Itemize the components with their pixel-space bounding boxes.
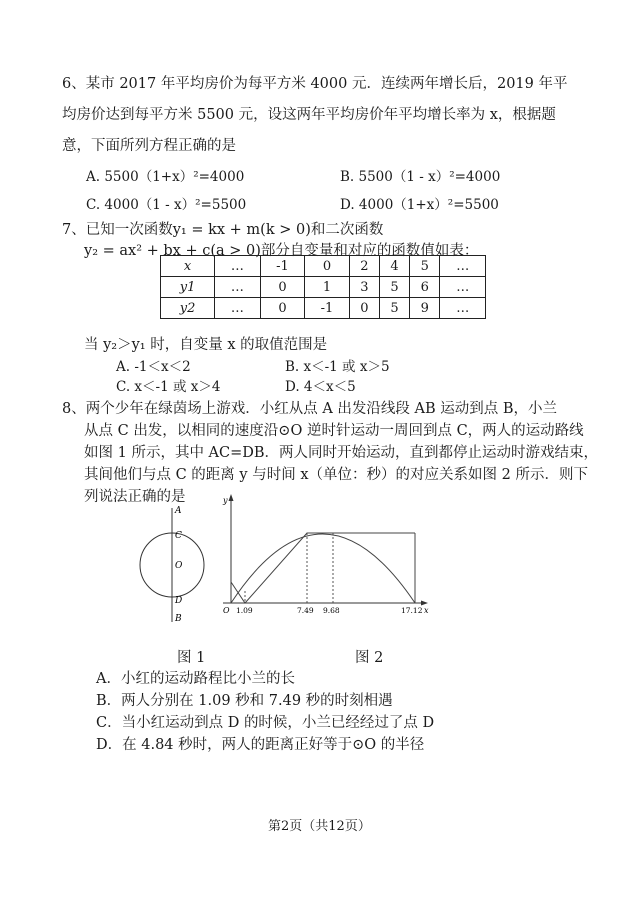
q6-option-a: A. 5500（1+x）²=4000 <box>86 169 245 185</box>
label-1-09: 1.09 <box>236 606 253 615</box>
q8-option-d: D．在 4.84 秒时，两人的距离正好等于⊙O 的半径 <box>96 737 425 753</box>
label-origin: O <box>223 606 230 615</box>
table-cell: -1 <box>260 256 305 277</box>
label-y: y <box>223 496 228 505</box>
table-cell: … <box>440 298 486 319</box>
table-cell: 9 <box>410 298 440 319</box>
figure-2-caption: 图 2 <box>355 650 384 666</box>
table-row <box>161 277 486 298</box>
table-cell: … <box>440 256 486 277</box>
label-o: O <box>175 561 183 571</box>
q8-line1: 8、两个少年在绿茵场上游戏．小红从点 A 出发沿线段 AB 运动到点 B，小兰 <box>62 401 558 417</box>
q8-line4: 其间他们与点 C 的距离 y 与时间 x（单位：秒）的对应关系如图 2 所示．则下 <box>84 467 588 483</box>
table-row <box>161 256 486 277</box>
figure-2 <box>215 493 440 618</box>
table-cell: 1 <box>305 277 350 298</box>
y-axis-arrow <box>229 494 234 501</box>
parabola-curve <box>231 534 415 603</box>
q7-option-c: C. x＜-1 或 x＞4 <box>116 379 221 395</box>
q7-question: 当 y₂＞y₁ 时，自变量 x 的取值范围是 <box>84 337 328 353</box>
q6-line2: 均房价达到每平方米 5500 元，设这两年平均房价年平均增长率为 x，根据题 <box>62 107 556 123</box>
q6-line3: 意，下面所列方程正确的是 <box>62 138 236 154</box>
q8-option-a: A．小红的运动路程比小兰的长 <box>96 671 295 687</box>
label-d: D <box>175 596 183 606</box>
x-axis-arrow <box>421 601 428 606</box>
figure-1-caption: 图 1 <box>177 650 206 666</box>
page-number: 第2页（共12页） <box>268 819 371 834</box>
table-cell: 0 <box>305 256 350 277</box>
table-cell: y2 <box>161 298 215 319</box>
q6-line1: 6、某市 2017 年平均房价为每平方米 4000 元．连续两年增长后，2019 年平 <box>62 76 568 92</box>
q6-option-d: D. 4000（1+x）²=5500 <box>340 197 499 213</box>
table-cell: 4 <box>379 256 409 277</box>
q7-option-b: B. x＜-1 或 x＞5 <box>285 359 390 375</box>
q6-option-b: B. 5500（1 - x）²=4000 <box>340 169 501 185</box>
table-cell: … <box>440 277 486 298</box>
label-x: x <box>424 606 429 615</box>
label-17-12: 17.12 <box>401 606 423 615</box>
table-cell: 3 <box>349 277 379 298</box>
label-7-49: 7.49 <box>297 606 314 615</box>
q7-line1: 7、已知一次函数y₁ = kx + m(k > 0)和二次函数 <box>62 222 384 238</box>
q6-option-c: C. 4000（1 - x）²=5500 <box>86 197 247 213</box>
table-cell: … <box>215 256 261 277</box>
table-cell: 2 <box>349 256 379 277</box>
q8-line2: 从点 C 出发，以相同的速度沿⊙O 逆时针运动一周回到点 C，两人的运动路线 <box>84 423 584 439</box>
q8-option-c: C．当小红运动到点 D 的时候，小兰已经经过了点 D <box>96 715 435 731</box>
table-cell: y1 <box>161 277 215 298</box>
q7-value-table <box>160 255 486 319</box>
q7-option-a: A. -1＜x＜2 <box>116 359 191 375</box>
table-cell: 5 <box>410 256 440 277</box>
table-cell: 5 <box>379 298 409 319</box>
label-9-68: 9.68 <box>323 606 340 615</box>
table-row <box>161 298 486 319</box>
table-cell: -1 <box>305 298 350 319</box>
table-cell: 0 <box>260 277 305 298</box>
table-cell: 5 <box>379 277 409 298</box>
label-b: B <box>175 614 182 624</box>
q8-option-b: B．两人分别在 1.09 秒和 7.49 秒的时刻相遇 <box>96 693 393 709</box>
table-cell: … <box>215 277 261 298</box>
figure-1 <box>132 500 212 630</box>
table-cell: x <box>161 256 215 277</box>
table-cell: 0 <box>260 298 305 319</box>
q8-line3: 如图 1 所示，其中 AC=DB．两人同时开始运动，直到都停止运动时游戏结束， <box>84 445 599 461</box>
q7-line2: y₂ = ax² + bx + c(a > 0)部分自变量和对应的函数值如表： <box>84 243 479 259</box>
table-cell: … <box>215 298 261 319</box>
label-a: A <box>175 506 182 516</box>
table-cell: 6 <box>410 277 440 298</box>
q7-option-d: D. 4＜x＜5 <box>285 379 356 395</box>
q8-line5: 列说法正确的是 <box>84 489 186 505</box>
label-c: C <box>175 531 182 541</box>
table-cell: 0 <box>349 298 379 319</box>
